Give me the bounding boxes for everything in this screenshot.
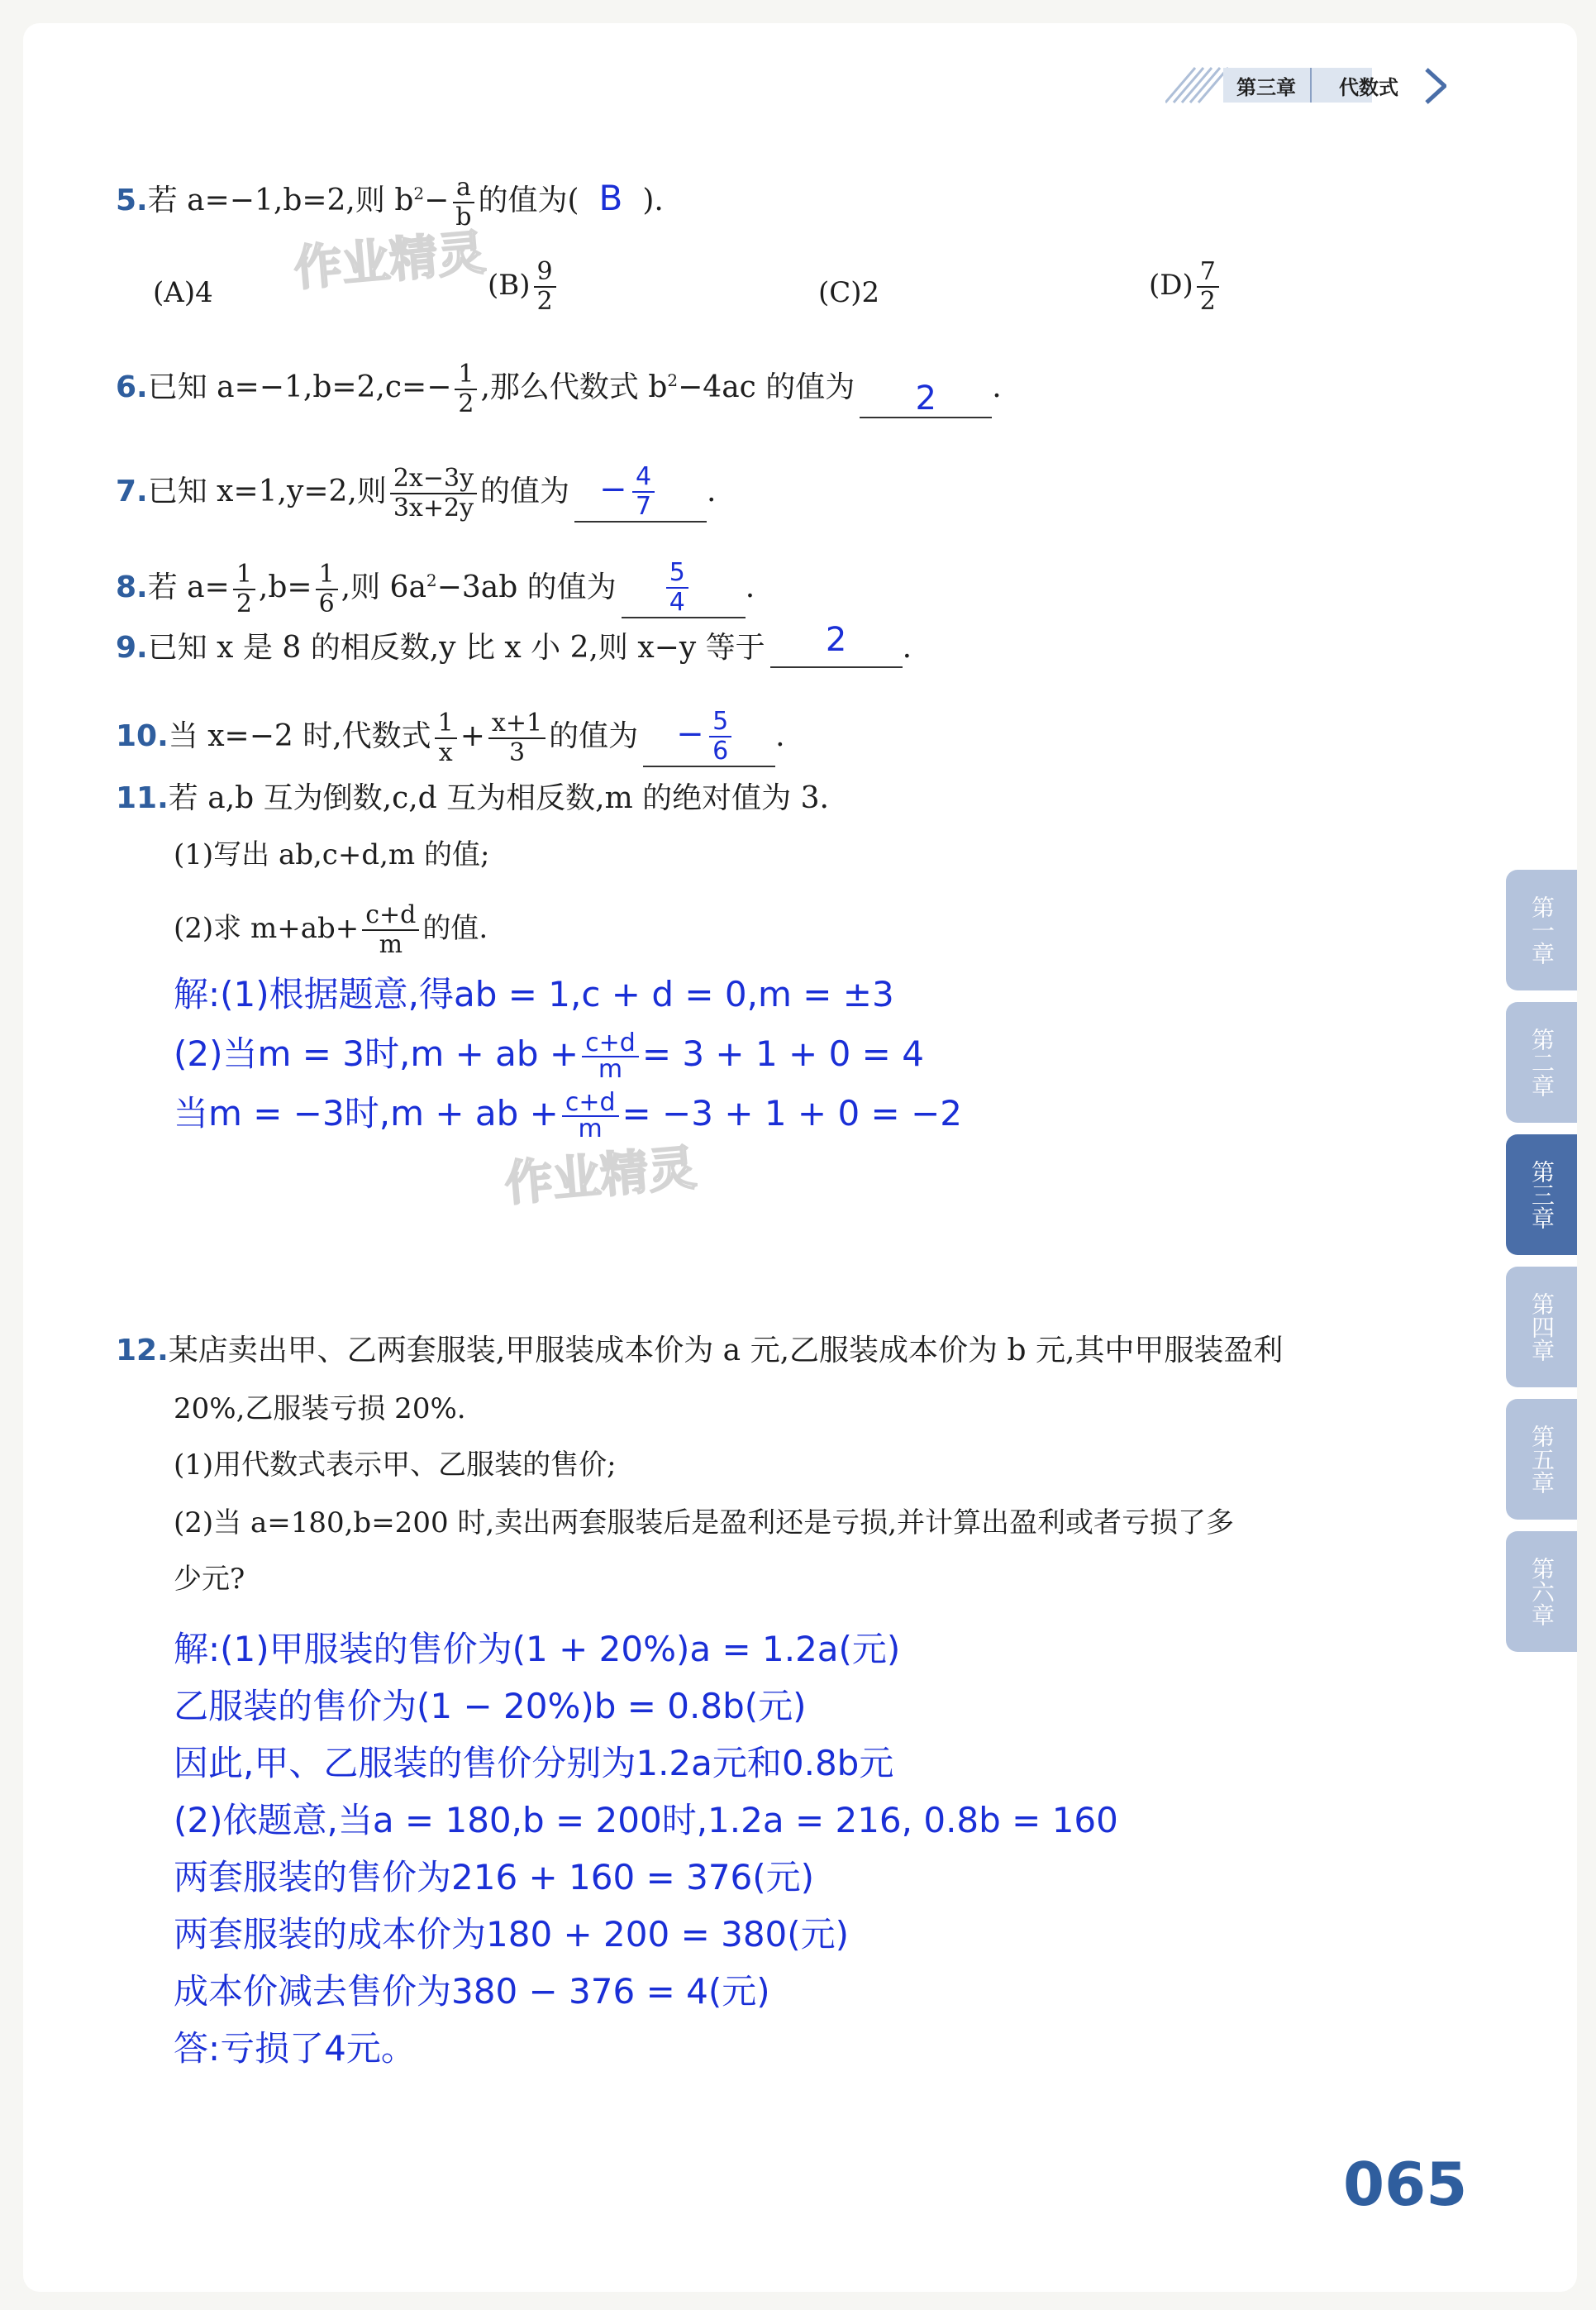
page-number: 065 [1343,2150,1468,2219]
header-topic: 代数式 [1339,76,1398,99]
question-5: 5.若 a=−1,b=2,则 $b^2-$ $\frac{a}{b}$ 的值为( B ). [116,173,664,231]
tab-chapter-4[interactable]: 第四章 [1506,1267,1577,1387]
option-a: (A)4 [153,276,213,309]
tab-chapter-2[interactable]: 第二章 [1506,1002,1577,1123]
header-stripes-icon [1165,63,1446,106]
watermark: 作业精灵 [502,1138,698,1212]
solution-12-line-1: 解:(1)甲服装的售价为(1 + 20%)a = 1.2a(元) [174,1629,901,1669]
question-12-part-2-cont: 少元? [174,1563,245,1596]
question-6: 6.已知 a=−1,b=2,c=− $\frac{1}{2}$ ,那么代数式 $b^2-4ac$ 的值为 2 . [116,360,1002,418]
answer-handwritten: B [598,178,623,218]
option-c: (C)2 [818,276,880,309]
tab-chapter-6[interactable]: 第六章 [1506,1531,1577,1652]
solution-12-line-2: 乙服装的售价为(1 − 20%)b = 0.8b(元) [174,1686,807,1726]
solution-12-line-6: 两套服装的成本价为180 + 200 = 380(元) [174,1914,850,1954]
solution-12-line-3: 因此,甲、乙服装的售价分别为1.2a元和0.8b元 [174,1743,894,1783]
question-7: 7.已知 x=1,y=2,则 $\frac{2x-3y}{3x+2y}$ 的值为 − $\frac{4}{7}$ . [116,455,717,523]
header-chapter: 第三章 [1236,76,1296,99]
answer-blank: $\frac{5}{4}$ [622,551,746,618]
answer-blank: 2 [860,384,992,418]
tab-chapter-5[interactable]: 第五章 [1506,1399,1577,1520]
solution-12-line-5: 两套服装的售价为216 + 160 = 376(元) [174,1857,815,1897]
answer-blank: − $\frac{5}{6}$ [643,699,775,767]
solution-12-line-7: 成本价减去售价为380 − 376 = 4(元) [174,1971,770,2012]
solution-11-line-2: (2)当m = 3时,m + ab + $\frac{c+d}{m}$ = 3 + 1 + 0 = 4 [174,1028,924,1084]
question-12-part-2: (2)当 a=180,b=200 时,卖出两套服装后是盈利还是亏损,并计算出盈利或者亏损了多 [174,1506,1234,1539]
question-9: 9.已知 x 是 8 的相反数,y 比 x 小 2,则 x−y 等于 2 . [116,628,912,668]
solution-12-line-8: 答:亏损了4元。 [174,2028,416,2069]
answer-blank: − $\frac{4}{7}$ [574,455,707,523]
solution-11-line-1: 解:(1)根据题意,得ab = 1,c + d = 0,m = ±3 [174,974,894,1014]
tab-chapter-1[interactable]: 第一章 [1506,870,1577,990]
question-12: 12.某店卖出甲、乙两套服装,甲服装成本价为 a 元,乙服装成本价为 b 元,其中甲服装盈利 [116,1334,1284,1367]
option-b: (B) $\frac{9}{2}$ [488,258,560,316]
question-12-part-1: (1)用代数式表示甲、乙服装的售价; [174,1449,617,1482]
tab-chapter-3[interactable]: 第三章 [1506,1134,1577,1255]
option-d: (D) $\frac{7}{2}$ [1149,258,1222,316]
question-12-line-2: 20%,乙服装亏损 20%. [174,1392,466,1425]
answer-blank: 2 [770,633,903,668]
header-bar [1165,63,1446,106]
solution-12-line-4: (2)依题意,当a = 180,b = 200时,1.2a = 216, 0.8b = 160 [174,1800,1118,1840]
solution-11-line-3: 当m = −3时,m + ab + $\frac{c+d}{m}$ = −3 + 1 + 0 = −2 [174,1087,963,1143]
watermark: 作业精灵 [291,223,488,297]
question-number: 5. [116,184,148,217]
question-8: 8.若 a= $\frac{1}{2}$ ,b= $\frac{1}{6}$ ,则 $6a^2-3ab$ 的值为 $\frac{5}{4}$ . [116,551,755,618]
question-11-part-2: (2)求 m+ab+ $\frac{c+d}{m}$ 的值. [174,900,488,959]
question-11: 11.若 a,b 互为倒数,c,d 互为相反数,m 的绝对值为 3. [116,781,829,815]
question-10: 10.当 x=−2 时,代数式 $\frac{1}{x}$ + $\frac{x+1}{3}$ 的值为 − $\frac{5}{6}$ . [116,699,785,767]
question-11-part-1: (1)写出 ab,c+d,m 的值; [174,838,490,871]
